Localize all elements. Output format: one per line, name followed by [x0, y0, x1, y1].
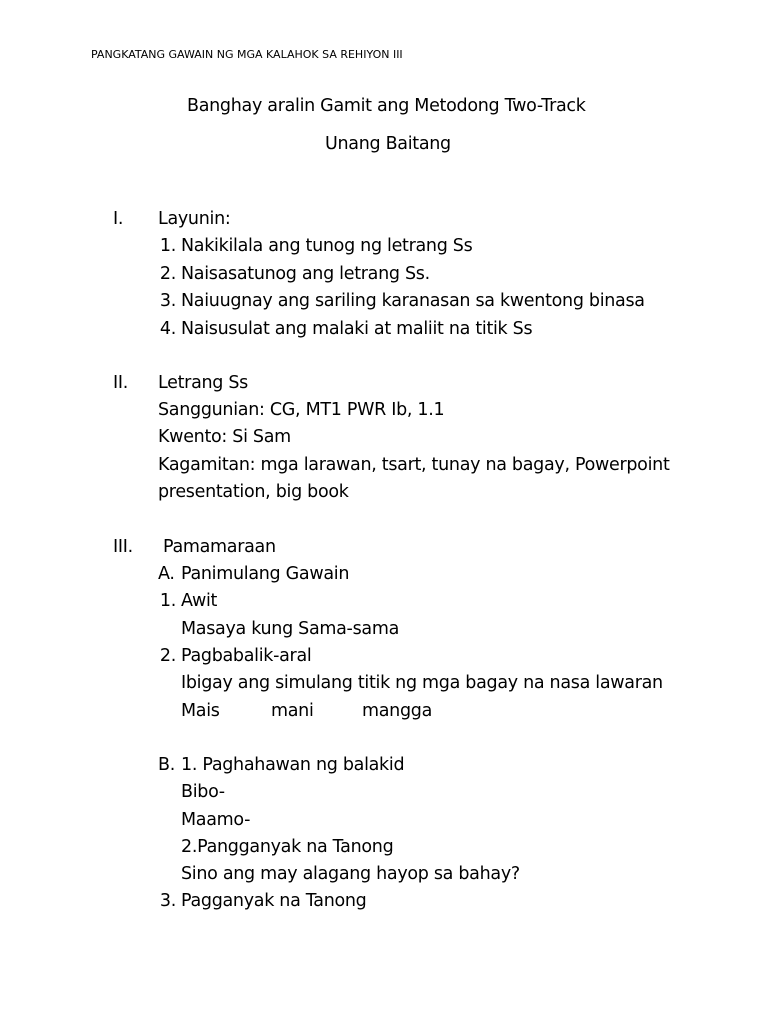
page-header: PANGKATANG GAWAIN NG MGA KALAHOK SA REHIYON III: [91, 48, 403, 61]
materials-line-continued: presentation, big book: [158, 482, 349, 502]
objective-4-text: Naisusulat ang malaki at maliit na titik Ss: [181, 319, 533, 339]
part-b-letter: B.: [158, 755, 175, 775]
objective-2-text: Naisasatunog ang letrang Ss.: [181, 264, 430, 284]
review-instruction: Ibigay ang simulang titik ng mga bagay na nasa lawaran: [181, 673, 663, 693]
objective-1-number: 1.: [159, 236, 176, 256]
section-1-heading: Layunin:: [158, 209, 231, 229]
materials-line: Kagamitan: mga larawan, tsart, tunay na bagay, Powerpoint: [158, 455, 670, 475]
objective-2-number: 2.: [159, 264, 176, 284]
part-a-item-1-number: 1.: [159, 591, 176, 611]
reference-line: Sanggunian: CG, MT1 PWR Ib, 1.1: [158, 400, 445, 420]
section-3-numeral: III.: [113, 537, 133, 557]
motivation-heading: 2.Pangganyak na Tanong: [181, 837, 394, 857]
section-3-heading: Pamamaraan: [163, 537, 276, 557]
review-word-2: mani: [271, 701, 314, 721]
review-word-1: Mais: [181, 701, 220, 721]
story-line: Kwento: Si Sam: [158, 427, 291, 447]
review-word-3: mangga: [362, 701, 433, 721]
motivation-question: Sino ang may alagang hayop sa bahay?: [181, 864, 520, 884]
objective-3-text: Naiuugnay ang sariling karanasan sa kwentong binasa: [181, 291, 645, 311]
part-a-label: Panimulang Gawain: [181, 564, 350, 584]
part-a-item-2-text: Pagbabalik-aral: [181, 646, 312, 666]
part-b-item-3-number: 3.: [159, 891, 176, 911]
section-2-heading: Letrang Ss: [158, 373, 248, 393]
objective-4-number: 4.: [159, 319, 176, 339]
section-2-numeral: II.: [113, 373, 128, 393]
document-subtitle: Unang Baitang: [325, 134, 451, 154]
part-b-item-3-text: Pagganyak na Tanong: [181, 891, 367, 911]
part-a-item-1-text: Awit: [181, 591, 218, 611]
part-b-label: 1. Paghahawan ng balakid: [181, 755, 405, 775]
vocabulary-word-2: Maamo-: [181, 810, 251, 830]
vocabulary-word-1: Bibo-: [181, 782, 225, 802]
part-a-item-2-number: 2.: [159, 646, 176, 666]
song-title: Masaya kung Sama-sama: [181, 619, 399, 639]
objective-1-text: Nakikilala ang tunog ng letrang Ss: [181, 236, 473, 256]
part-a-letter: A.: [158, 564, 175, 584]
section-1-numeral: I.: [113, 209, 124, 229]
objective-3-number: 3.: [159, 291, 176, 311]
document-title: Banghay aralin Gamit ang Metodong Two-Track: [187, 96, 586, 116]
